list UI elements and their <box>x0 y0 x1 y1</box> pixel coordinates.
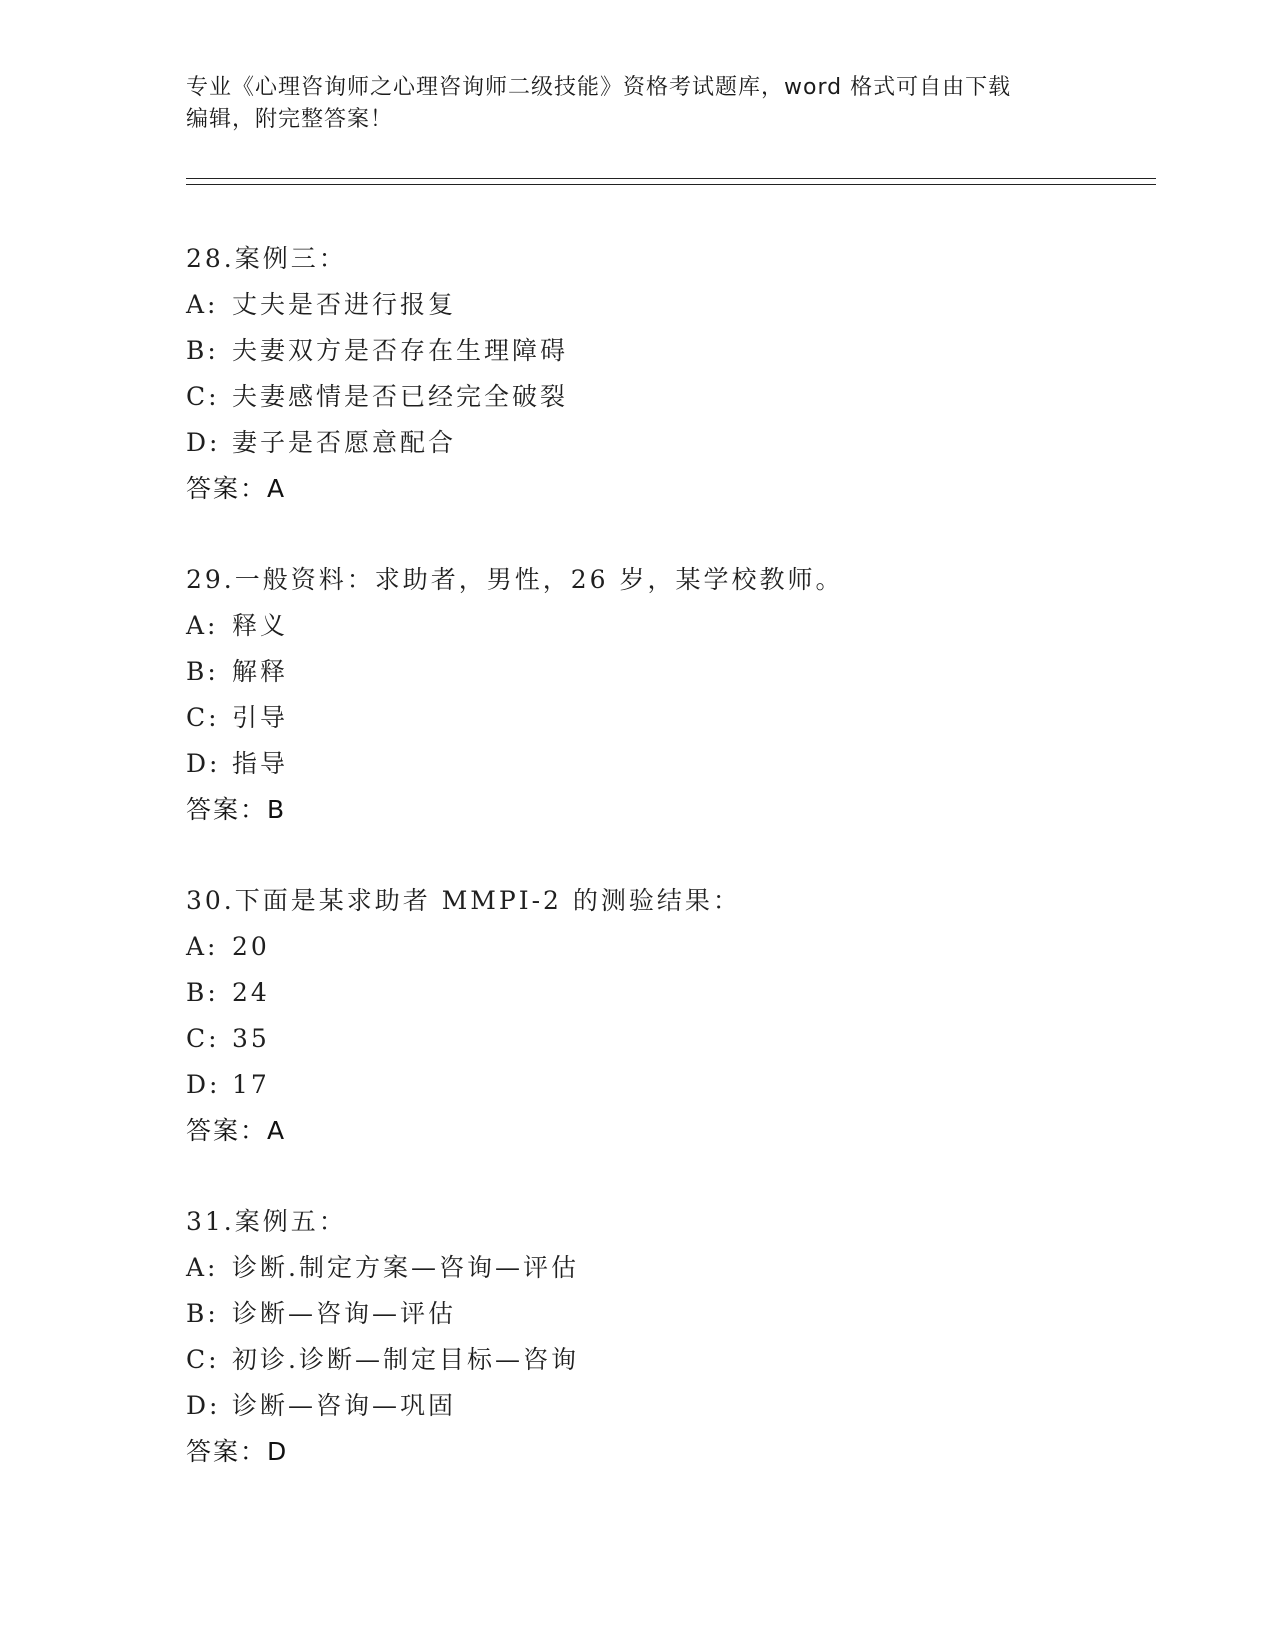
answer-line: 答案：A <box>186 474 287 503</box>
option-key: D: <box>186 1070 221 1099</box>
option-text: 妻子是否愿意配合 <box>232 428 457 457</box>
question-title: 30.下面是某求助者 MMPI-2 的测验结果： <box>186 886 741 915</box>
option-d <box>186 741 1146 787</box>
question-block <box>186 236 1146 512</box>
option-text: 丈夫是否进行报复 <box>232 290 457 319</box>
option-key: B: <box>186 657 219 686</box>
answer-line: 答案：D <box>186 1437 289 1466</box>
option-text: 引导 <box>232 703 289 732</box>
option-a <box>186 924 1146 970</box>
option-key: B: <box>186 1299 219 1328</box>
answer-line: 答案：B <box>186 795 287 824</box>
option-key: C: <box>186 1024 220 1053</box>
option-a <box>186 1245 1146 1291</box>
question-title: 29.一般资料：求助者，男性，26 岁，某学校教师。 <box>186 565 844 594</box>
option-key: C: <box>186 703 220 732</box>
option-key: C: <box>186 1345 220 1374</box>
option-text: 17 <box>232 1070 270 1099</box>
question-block <box>186 878 1146 1154</box>
option-d <box>186 1383 1146 1429</box>
option-key: A: <box>186 932 219 961</box>
question-block <box>186 557 1146 833</box>
option-text: 解释 <box>232 657 289 686</box>
option-text: 20 <box>232 932 270 961</box>
option-c <box>186 1337 1146 1383</box>
option-c <box>186 1016 1146 1062</box>
option-key: B: <box>186 336 219 365</box>
option-text: 诊断—咨询—评估 <box>232 1299 457 1328</box>
option-key: C: <box>186 382 220 411</box>
option-d <box>186 420 1146 466</box>
option-a <box>186 282 1146 328</box>
option-key: D: <box>186 749 221 778</box>
header-divider-bottom <box>186 184 1156 185</box>
option-b <box>186 328 1146 374</box>
option-key: B: <box>186 978 219 1007</box>
option-text: 35 <box>232 1024 270 1053</box>
option-b <box>186 1291 1146 1337</box>
option-text: 释义 <box>232 611 289 640</box>
option-a <box>186 603 1146 649</box>
option-key: D: <box>186 1391 221 1420</box>
option-text: 初诊.诊断—制定目标—咨询 <box>232 1345 579 1374</box>
option-text: 诊断.制定方案—咨询—评估 <box>232 1253 579 1282</box>
question-title: 28.案例三： <box>186 244 347 273</box>
option-c <box>186 695 1146 741</box>
header-line-2: 编辑，附完整答案！ <box>186 107 394 132</box>
question-block <box>186 1199 1146 1475</box>
question-title: 31.案例五： <box>186 1207 347 1236</box>
option-key: A: <box>186 611 219 640</box>
option-text: 诊断—咨询—巩固 <box>232 1391 457 1420</box>
option-text: 夫妻双方是否存在生理障碍 <box>232 336 569 365</box>
option-c <box>186 374 1146 420</box>
option-text: 夫妻感情是否已经完全破裂 <box>232 382 569 411</box>
option-text: 24 <box>232 978 270 1007</box>
question-list <box>186 236 1146 1520</box>
answer-line: 答案：A <box>186 1116 287 1145</box>
option-key: A: <box>186 1253 219 1282</box>
option-key: D: <box>186 428 221 457</box>
document-header <box>186 72 1086 136</box>
option-text: 指导 <box>232 749 289 778</box>
option-d <box>186 1062 1146 1108</box>
option-b <box>186 649 1146 695</box>
option-key: A: <box>186 290 219 319</box>
header-line-1: 专业《心理咨询师之心理咨询师二级技能》资格考试题库，word 格式可自由下载 <box>186 75 1012 100</box>
option-b <box>186 970 1146 1016</box>
header-divider-top <box>186 178 1156 179</box>
